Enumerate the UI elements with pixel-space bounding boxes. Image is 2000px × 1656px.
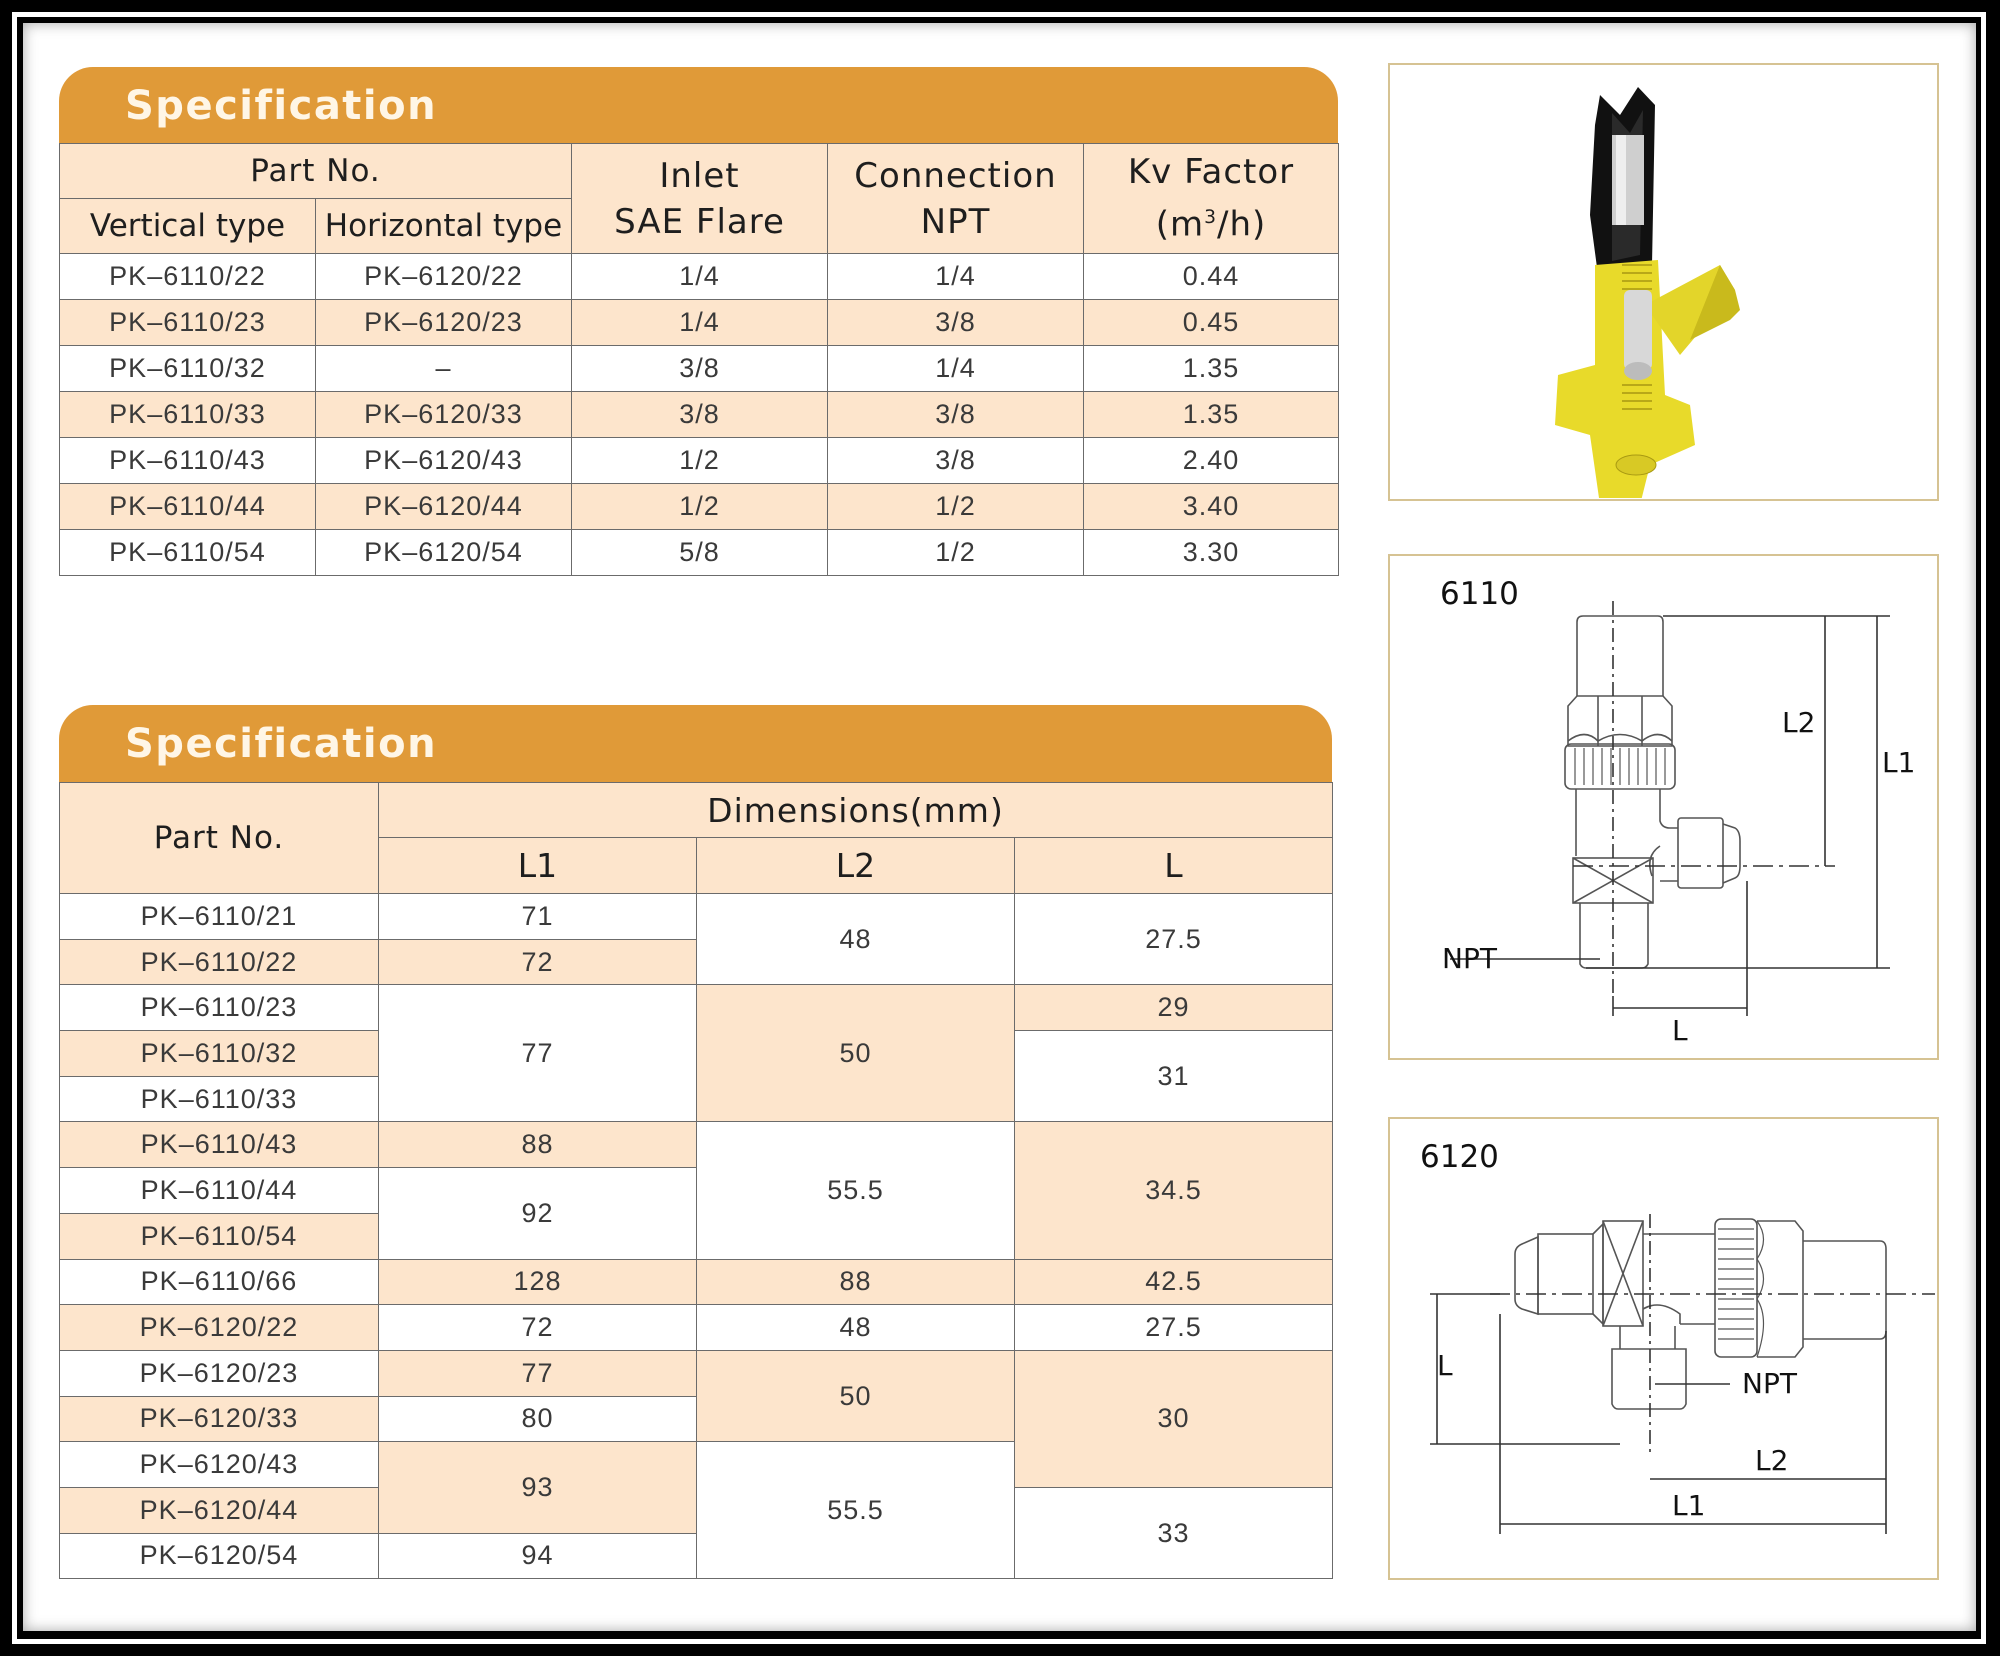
cell-part-no: PK–6110/44 <box>60 1168 379 1214</box>
spec-table-1-title-text: Specification <box>125 82 438 129</box>
dim-label-l2: L2 <box>1782 706 1816 739</box>
cell-l2: 50 <box>697 1350 1015 1441</box>
table-row <box>60 484 1339 530</box>
spec-sheet-page <box>23 23 1976 1631</box>
cell-horizontal: PK–6120/43 <box>316 438 572 484</box>
header-connection-line1: Connection <box>854 155 1057 196</box>
cell-l1: 92 <box>379 1168 697 1259</box>
table-row <box>60 1305 1333 1351</box>
header-l1 <box>379 838 697 894</box>
cell-l1: 71 <box>379 894 697 940</box>
npt-callout: NPT <box>1442 942 1497 975</box>
diagram-6110-drawing <box>1390 556 1936 1057</box>
cell-kv: 3.40 <box>1084 484 1339 530</box>
cell-horizontal: PK–6120/22 <box>316 254 572 300</box>
cell-part-no: PK–6120/33 <box>60 1396 379 1442</box>
kv-unit-suffix: /h) <box>1217 204 1267 245</box>
header-kv-factor <box>1084 144 1339 254</box>
cell-l: 34.5 <box>1015 1122 1333 1259</box>
dim-label-l1: L1 <box>1882 746 1916 779</box>
cell-l1: 128 <box>379 1259 697 1305</box>
cell-l1: 80 <box>379 1396 697 1442</box>
table-row <box>60 392 1339 438</box>
cell-vertical: PK–6110/22 <box>60 254 316 300</box>
cell-l: 31 <box>1015 1031 1333 1122</box>
cell-part-no: PK–6120/23 <box>60 1350 379 1396</box>
table-row <box>60 300 1339 346</box>
cell-l: 29 <box>1015 985 1333 1031</box>
diagram-6120-box <box>1388 1117 1939 1580</box>
diagram-6110-label: 6110 <box>1440 576 1519 612</box>
header-vertical-type <box>60 199 316 254</box>
spec-table-1 <box>59 67 1338 599</box>
cell-inlet: 1/2 <box>572 438 828 484</box>
header-part-no-text: Part No. <box>153 820 285 856</box>
spec-table-1-grid <box>59 143 1339 576</box>
table-row <box>60 530 1339 576</box>
header-connection <box>828 144 1084 254</box>
cell-vertical: PK–6110/23 <box>60 300 316 346</box>
diagram-6120-label: 6120 <box>1420 1139 1499 1175</box>
cell-connection: 1/2 <box>828 484 1084 530</box>
cell-kv: 1.35 <box>1084 346 1339 392</box>
cell-l: 30 <box>1015 1350 1333 1487</box>
cell-part-no: PK–6120/54 <box>60 1533 379 1579</box>
cell-part-no: PK–6120/43 <box>60 1442 379 1488</box>
cell-part-no: PK–6110/33 <box>60 1076 379 1122</box>
cell-l2: 55.5 <box>697 1122 1015 1259</box>
spec-table-2 <box>59 705 1332 1579</box>
cell-l1: 77 <box>379 985 697 1122</box>
cell-l: 33 <box>1015 1487 1333 1578</box>
cell-kv: 0.44 <box>1084 254 1339 300</box>
cell-horizontal: PK–6120/23 <box>316 300 572 346</box>
cell-l: 27.5 <box>1015 894 1333 985</box>
cell-part-no: PK–6110/43 <box>60 1122 379 1168</box>
dim-label-l2: L2 <box>1755 1444 1789 1477</box>
table-row <box>60 438 1339 484</box>
kv-unit-sup: 3 <box>1204 207 1217 229</box>
cell-l2: 55.5 <box>697 1442 1015 1579</box>
valve-cutaway-image <box>1390 65 1936 498</box>
dim-label-l: L <box>1437 1349 1453 1382</box>
cell-l2: 48 <box>697 894 1015 985</box>
header-l <box>1015 838 1333 894</box>
table-row <box>60 1122 1333 1168</box>
cell-connection: 3/8 <box>828 438 1084 484</box>
header-inlet-line2: SAE Flare <box>614 201 785 242</box>
cell-l1: 93 <box>379 1442 697 1533</box>
header-dimensions-text: Dimensions(mm) <box>707 790 1004 830</box>
header-part-no <box>60 144 572 199</box>
cell-l2: 50 <box>697 985 1015 1122</box>
cell-connection: 1/4 <box>828 254 1084 300</box>
table-row <box>60 346 1339 392</box>
header-l-text: L <box>1164 846 1183 885</box>
cell-part-no: PK–6110/32 <box>60 1031 379 1077</box>
cell-l2: 88 <box>697 1259 1015 1305</box>
cell-connection: 3/8 <box>828 392 1084 438</box>
cell-part-no: PK–6110/54 <box>60 1213 379 1259</box>
cell-horizontal: PK–6120/54 <box>316 530 572 576</box>
cell-inlet: 3/8 <box>572 392 828 438</box>
cell-connection: 3/8 <box>828 300 1084 346</box>
cell-inlet: 1/2 <box>572 484 828 530</box>
header-part-no-text: Part No. <box>250 153 381 189</box>
cell-kv: 2.40 <box>1084 438 1339 484</box>
table-row <box>60 254 1339 300</box>
cell-part-no: PK–6120/22 <box>60 1305 379 1351</box>
cell-l1: 72 <box>379 1305 697 1351</box>
dim-label-l: L <box>1672 1014 1688 1047</box>
header-part-no <box>60 783 379 894</box>
header-connection-line2: NPT <box>920 201 991 242</box>
cell-part-no: PK–6110/23 <box>60 985 379 1031</box>
table-row <box>60 894 1333 940</box>
header-kv-line2 <box>1084 195 1338 247</box>
cell-l1: 77 <box>379 1350 697 1396</box>
header-l2 <box>697 838 1015 894</box>
npt-callout: NPT <box>1742 1367 1797 1400</box>
cell-l1: 94 <box>379 1533 697 1579</box>
spec-table-2-title <box>59 705 1332 783</box>
diagram-6120-drawing <box>1390 1119 1936 1577</box>
header-dimensions <box>379 783 1333 838</box>
table-row <box>60 985 1333 1031</box>
table-row <box>60 1350 1333 1396</box>
cell-inlet: 1/4 <box>572 300 828 346</box>
cell-l: 42.5 <box>1015 1259 1333 1305</box>
cell-l2: 48 <box>697 1305 1015 1351</box>
cell-vertical: PK–6110/33 <box>60 392 316 438</box>
cell-connection: 1/2 <box>828 530 1084 576</box>
table-row <box>60 1259 1333 1305</box>
cell-part-no: PK–6110/66 <box>60 1259 379 1305</box>
header-inlet-line1: Inlet <box>659 155 740 196</box>
kv-unit-prefix: (m <box>1155 204 1205 245</box>
cell-l1: 72 <box>379 939 697 985</box>
cell-vertical: PK–6110/54 <box>60 530 316 576</box>
cell-inlet: 5/8 <box>572 530 828 576</box>
header-horizontal-type-text: Horizontal type <box>324 208 563 244</box>
spec-table-1-title <box>59 67 1338 144</box>
header-horizontal-type <box>316 199 572 254</box>
cell-kv: 0.45 <box>1084 300 1339 346</box>
spec-table-2-title-text: Specification <box>125 721 438 767</box>
cell-vertical: PK–6110/32 <box>60 346 316 392</box>
diagram-6110-box <box>1388 554 1939 1060</box>
cell-vertical: PK–6110/43 <box>60 438 316 484</box>
cell-inlet: 3/8 <box>572 346 828 392</box>
cell-kv: 3.30 <box>1084 530 1339 576</box>
header-l2-text: L2 <box>835 846 876 885</box>
cell-horizontal: – <box>316 346 572 392</box>
cell-vertical: PK–6110/44 <box>60 484 316 530</box>
cell-l1: 88 <box>379 1122 697 1168</box>
cell-kv: 1.35 <box>1084 392 1339 438</box>
header-vertical-type-text: Vertical type <box>89 208 286 244</box>
cell-inlet: 1/4 <box>572 254 828 300</box>
cell-part-no: PK–6110/21 <box>60 894 379 940</box>
spec-table-2-grid <box>59 782 1333 1579</box>
cell-connection: 1/4 <box>828 346 1084 392</box>
cell-horizontal: PK–6120/44 <box>316 484 572 530</box>
cell-part-no: PK–6110/22 <box>60 939 379 985</box>
header-inlet <box>572 144 828 254</box>
product-image-box <box>1388 63 1939 501</box>
cell-l: 27.5 <box>1015 1305 1333 1351</box>
dim-label-l1: L1 <box>1672 1489 1706 1522</box>
cell-part-no: PK–6120/44 <box>60 1487 379 1533</box>
header-l1-text: L1 <box>517 846 558 885</box>
cell-horizontal: PK–6120/33 <box>316 392 572 438</box>
header-kv-line1: Kv Factor <box>1127 152 1295 193</box>
